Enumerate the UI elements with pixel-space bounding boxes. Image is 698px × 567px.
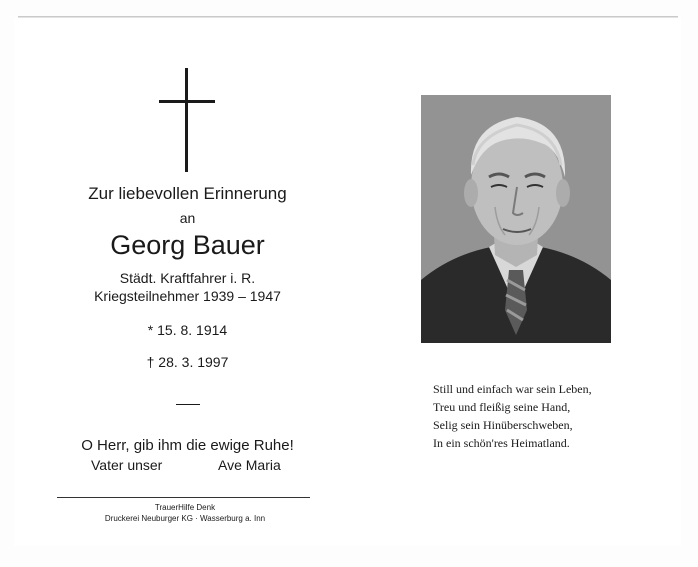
prayer-line: O Herr, gib ihm die ewige Ruhe!: [81, 437, 294, 454]
portrait-photo: [421, 95, 611, 343]
prayer-vater-unser: Vater unser: [91, 457, 163, 473]
dedication-line: Zur liebevollen Erinnerung: [88, 184, 287, 203]
poem-line: In ein schön'res Heimatland.: [433, 436, 570, 450]
deceased-name: Georg Bauer: [110, 230, 265, 260]
occupation: Städt. Kraftfahrer i. R.: [119, 270, 256, 286]
dedication-an: an: [179, 210, 196, 226]
printer-name: TrauerHilfe Denk: [154, 503, 216, 512]
poem-line: Selig sein Hinüberschweben,: [433, 418, 573, 432]
cross-icon: [185, 68, 188, 172]
footer-rule: [57, 497, 310, 498]
cross-icon-bar: [159, 100, 215, 103]
death-date: † 28. 3. 1997: [146, 354, 229, 370]
separator-dash: [176, 404, 200, 405]
prayer-ave-maria: Ave Maria: [218, 457, 281, 473]
birth-date: * 15. 8. 1914: [147, 322, 228, 338]
poem-line: Treu und fleißig seine Hand,: [433, 400, 571, 414]
printer-address: Druckerei Neuburger KG · Wasserburg a. Inn: [104, 514, 266, 523]
poem-line: Still und einfach war sein Leben,: [433, 382, 592, 396]
service-years: Kriegsteilnehmer 1939 – 1947: [94, 288, 281, 304]
portrait-illustration: [421, 95, 611, 343]
